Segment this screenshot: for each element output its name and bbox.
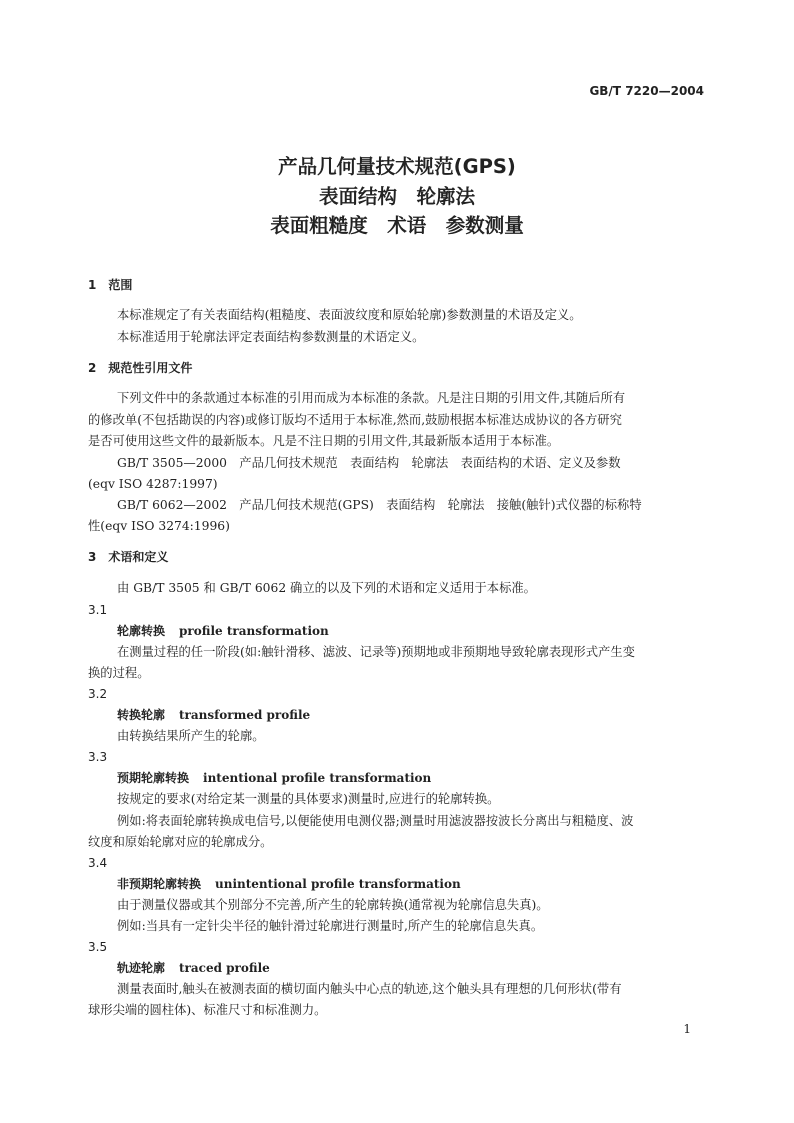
paragraph: 本标准适用于轮廓法评定表面结构参数测量的术语定义。 [117,330,425,344]
section-1-heading: 1 范围 [88,278,133,292]
term-number: 3.4 [88,856,108,870]
reference-line: 性(eqv ISO 3274:1996) [88,519,230,533]
page-number: 1 [683,1022,691,1036]
paragraph-line: 是否可使用这些文件的最新版本。凡是不注日期的引用文件,其最新版本适用于本标准。 [88,434,560,448]
term-en: transformed profile [179,708,311,722]
title-line-2: 表面结构 轮廓法 [318,185,475,208]
term-en: intentional profile transformation [203,771,432,785]
paragraph-line: 的修改单(不包括勘误的内容)或修订版均不适用于本标准,然而,鼓励根据本标准达成协议的各方研究 [88,413,622,427]
section-3-heading: 3 术语和定义 [88,550,169,564]
term-title [117,770,431,786]
paragraph: 由 GB/T 3505 和 GB/T 6062 确立的以及下列的术语和定义适用于本标准。 [117,581,536,595]
term-zh: 预期轮廓转换 [117,771,190,785]
term-zh: 轨迹轮廓 [117,961,166,975]
term-en: unintentional profile transformation [215,877,461,891]
definition-line: 由于测量仪器或其个别部分不完善,所产生的轮廓转换(通常视为轮廓信息失真)。 [117,898,549,912]
definition-line: 按规定的要求(对给定某一测量的具体要求)测量时,应进行的轮廓转换。 [117,792,500,806]
term-zh: 转换轮廓 [117,708,166,722]
title-line-3: 表面粗糙度 术语 参数测量 [270,214,524,237]
term-en: traced profile [179,961,270,975]
definition-line: 测量表面时,触头在被测表面的横切面内触头中心点的轨迹,这个触头具有理想的几何形状(带有 [117,982,622,996]
paragraph-line: 下列文件中的条款通过本标准的引用而成为本标准的条款。凡是注日期的引用文件,其随后所有 [117,391,626,405]
term-number: 3.2 [88,687,108,701]
term-title [117,623,329,639]
definition-line: 球形尖端的圆柱体)、标准尺寸和标准测力。 [88,1003,327,1017]
term-number: 3.3 [88,750,108,764]
reference-line: (eqv ISO 4287:1997) [88,477,218,491]
standard-number: GB/T 7220—2004 [589,84,704,98]
section-2-heading: 2 规范性引用文件 [88,361,193,375]
definition-line: 换的过程。 [88,666,150,680]
example-line: 纹度和原始轮廓对应的轮廓成分。 [88,835,273,849]
term-title [117,960,270,976]
example-line: 例如:将表面轮廓转换成电信号,以便能使用电测仪器;测量时用滤波器按波长分离出与粗糙度、波 [117,814,634,828]
term-title [117,876,461,892]
paragraph: 本标准规定了有关表面结构(粗糙度、表面波纹度和原始轮廓)参数测量的术语及定义。 [117,308,582,322]
term-zh: 轮廓转换 [117,624,166,638]
term-zh: 非预期轮廓转换 [117,877,202,891]
term-number: 3.1 [88,603,108,617]
term-title [117,707,310,723]
reference-line: GB/T 3505—2000 产品几何技术规范 表面结构 轮廓法 表面结构的术语、定义及参数 [117,456,621,470]
example-line: 例如:当具有一定针尖半径的触针滑过轮廓进行测量时,所产生的轮廓信息失真。 [117,919,544,933]
definition-line: 由转换结果所产生的轮廓。 [117,729,265,743]
definition-line: 在测量过程的任一阶段(如:触针滑移、滤波、记录等)预期地或非预期地导致轮廓表现形式产生变 [117,645,635,659]
title-line-1: 产品几何量技术规范(GPS) [278,155,516,178]
reference-line: GB/T 6062—2002 产品几何技术规范(GPS) 表面结构 轮廓法 接触(触针)式仪器的标称特 [117,498,642,512]
term-number: 3.5 [88,940,108,954]
term-en: profile transformation [179,624,329,638]
